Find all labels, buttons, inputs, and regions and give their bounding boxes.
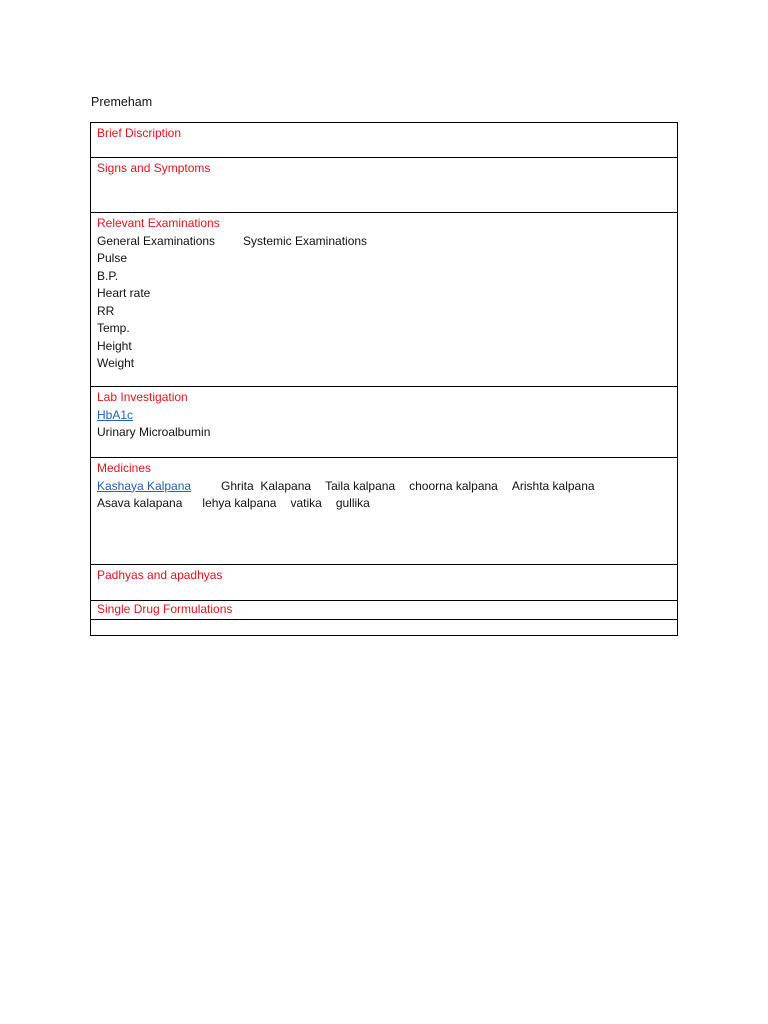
kashaya-kalpana-link[interactable]: Kashaya Kalpana — [97, 478, 192, 493]
exam-item-rr: RR — [97, 303, 115, 318]
brief-description-cell — [91, 123, 678, 158]
single-drug-cell — [91, 601, 678, 620]
urinary-microalbumin-item: Urinary Microalbumin — [97, 425, 211, 439]
medicines-cell — [91, 458, 678, 565]
empty-row — [91, 619, 678, 635]
medicine-arishta-kalpana: Arishta kalpana — [511, 478, 595, 493]
brief-description-row — [91, 123, 678, 158]
empty-cell — [91, 619, 678, 635]
medicine-asava-kalapana: Asava kalapana — [97, 496, 183, 510]
medicine-lehya-kalpana: lehya kalpana — [202, 496, 277, 510]
medicine-vatika: vatika — [290, 496, 322, 510]
general-examinations-label: General Examinations — [97, 233, 216, 248]
signs-symptoms-cell — [91, 158, 678, 213]
systemic-examinations-label: Systemic Examinations — [243, 233, 368, 248]
exam-item-weight: Weight — [97, 356, 135, 370]
medicine-taila-kalpana: Taila kalpana — [325, 478, 396, 493]
single-drug-heading: Single Drug Formulations — [97, 602, 233, 616]
medicine-gullika: gullika — [335, 496, 370, 510]
single-drug-row — [91, 601, 678, 620]
signs-symptoms-row — [91, 158, 678, 213]
lab-investigation-cell — [91, 387, 678, 458]
exam-item-heart-rate: Heart rate — [97, 286, 151, 300]
pathya-cell — [91, 565, 678, 601]
medicines-row-1 — [97, 478, 671, 496]
examinations-row — [91, 213, 678, 387]
medicine-choorna-kalpana: choorna kalpana — [409, 478, 498, 493]
medicine-ghrita-kalapana: Ghrita Kalapana — [221, 478, 312, 493]
medicines-heading: Medicines — [97, 461, 152, 475]
signs-symptoms-heading: Signs and Symptoms — [97, 161, 211, 175]
examinations-heading: Relevant Examinations — [97, 216, 220, 230]
examinations-cell — [91, 213, 678, 387]
pathya-heading: Padhyas and apadhyas — [97, 568, 223, 582]
pathya-row — [91, 565, 678, 601]
lab-investigation-row — [91, 387, 678, 458]
exam-item-bp: B.P. — [97, 268, 119, 283]
hba1c-link[interactable]: HbA1c — [97, 407, 134, 422]
examination-types-line — [97, 233, 671, 251]
medicines-row — [91, 458, 678, 565]
exam-item-height: Height — [97, 338, 132, 353]
hba1c-line — [97, 407, 671, 425]
lab-investigation-heading: Lab Investigation — [97, 390, 188, 404]
exam-item-temp: Temp. — [97, 321, 130, 335]
medicines-row-2 — [97, 495, 671, 513]
brief-description-heading: Brief Discription — [97, 126, 182, 140]
disease-form-table — [90, 122, 678, 636]
exam-item-pulse: Pulse — [97, 251, 128, 265]
document-title: Premeham — [91, 95, 153, 109]
